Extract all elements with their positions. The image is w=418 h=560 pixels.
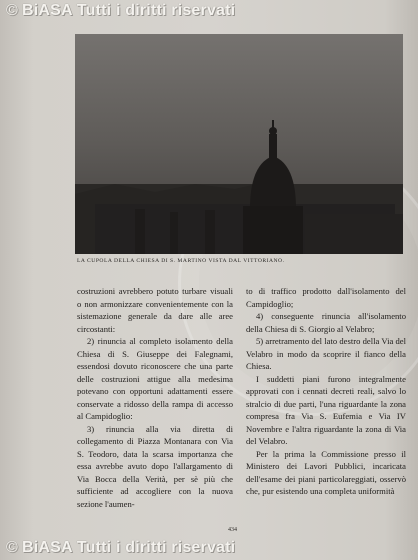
photo-caption: LA CUPOLA DELLA CHIESA DI S. MARTINO VISTA DAL VITTORIANO. (77, 258, 285, 264)
right-column (246, 285, 406, 498)
copyright-icon: © (6, 2, 18, 19)
photo (75, 34, 403, 254)
left-column (77, 285, 233, 510)
watermark-text: BiASA Tutti i diritti riservati (22, 2, 236, 19)
paragraph: 4) conseguente rinuncia all'isolamento della Chiesa di S. Giorgio al Velabro; (246, 311, 406, 334)
watermark-bottom (6, 539, 235, 557)
page-number: 434 (228, 527, 237, 533)
paragraph: to di traffico prodotto dall'isolamento del Campidoglio; (246, 286, 406, 309)
copyright-icon: © (6, 539, 18, 556)
paragraph: costruzioni avrebbero potuto turbare visuali o non armonizzare convenientemente con la sistemazione generale da dare alle aree circostanti: (77, 286, 233, 334)
paragraph: 3) rinuncia alla via diretta di collegamento di Piazza Montanara con Via S. Teodoro, data la scarsa importanza che essa avrebbe avuto dopo l'allargamento di Via Bocca della Verità, per sè più che sufficiente ad accogliere con la nuova sezione l'aumen- (77, 423, 233, 509)
photo-dome-silhouette (75, 34, 403, 254)
paragraph: I suddetti piani furono integralmente approvati con i cennati decreti reali, salvo lo stralcio di due parti, l'una riguardante la zona compresa fra Via S. Eufemia e Via IV Novembre e l'altra riguardante la zona di Via del Velabro. (246, 373, 406, 446)
paragraph: 5) arretramento del lato destro della Via del Velabro in modo da scoprire il fianco della Chiesa. (246, 336, 406, 371)
paragraph: 2) rinuncia al completo isolamento della Chiesa di S. Giuseppe dei Falegnami, essendosi dovuto riconoscere che una parte delle costruzioni attigue alla medesima potevano con opportuni adattamenti essere conservate a ridosso della rampa di accesso al Campidoglio: (77, 336, 233, 421)
watermark-top (6, 2, 235, 20)
watermark-text: BiASA Tutti i diritti riservati (22, 539, 236, 556)
paragraph: Per la prima la Commissione presso il Ministero dei Lavori Pubblici, incaricata dell'esame dei piani particolareggiati, osservò che, pur esistendo una completa uniformità (246, 448, 406, 496)
